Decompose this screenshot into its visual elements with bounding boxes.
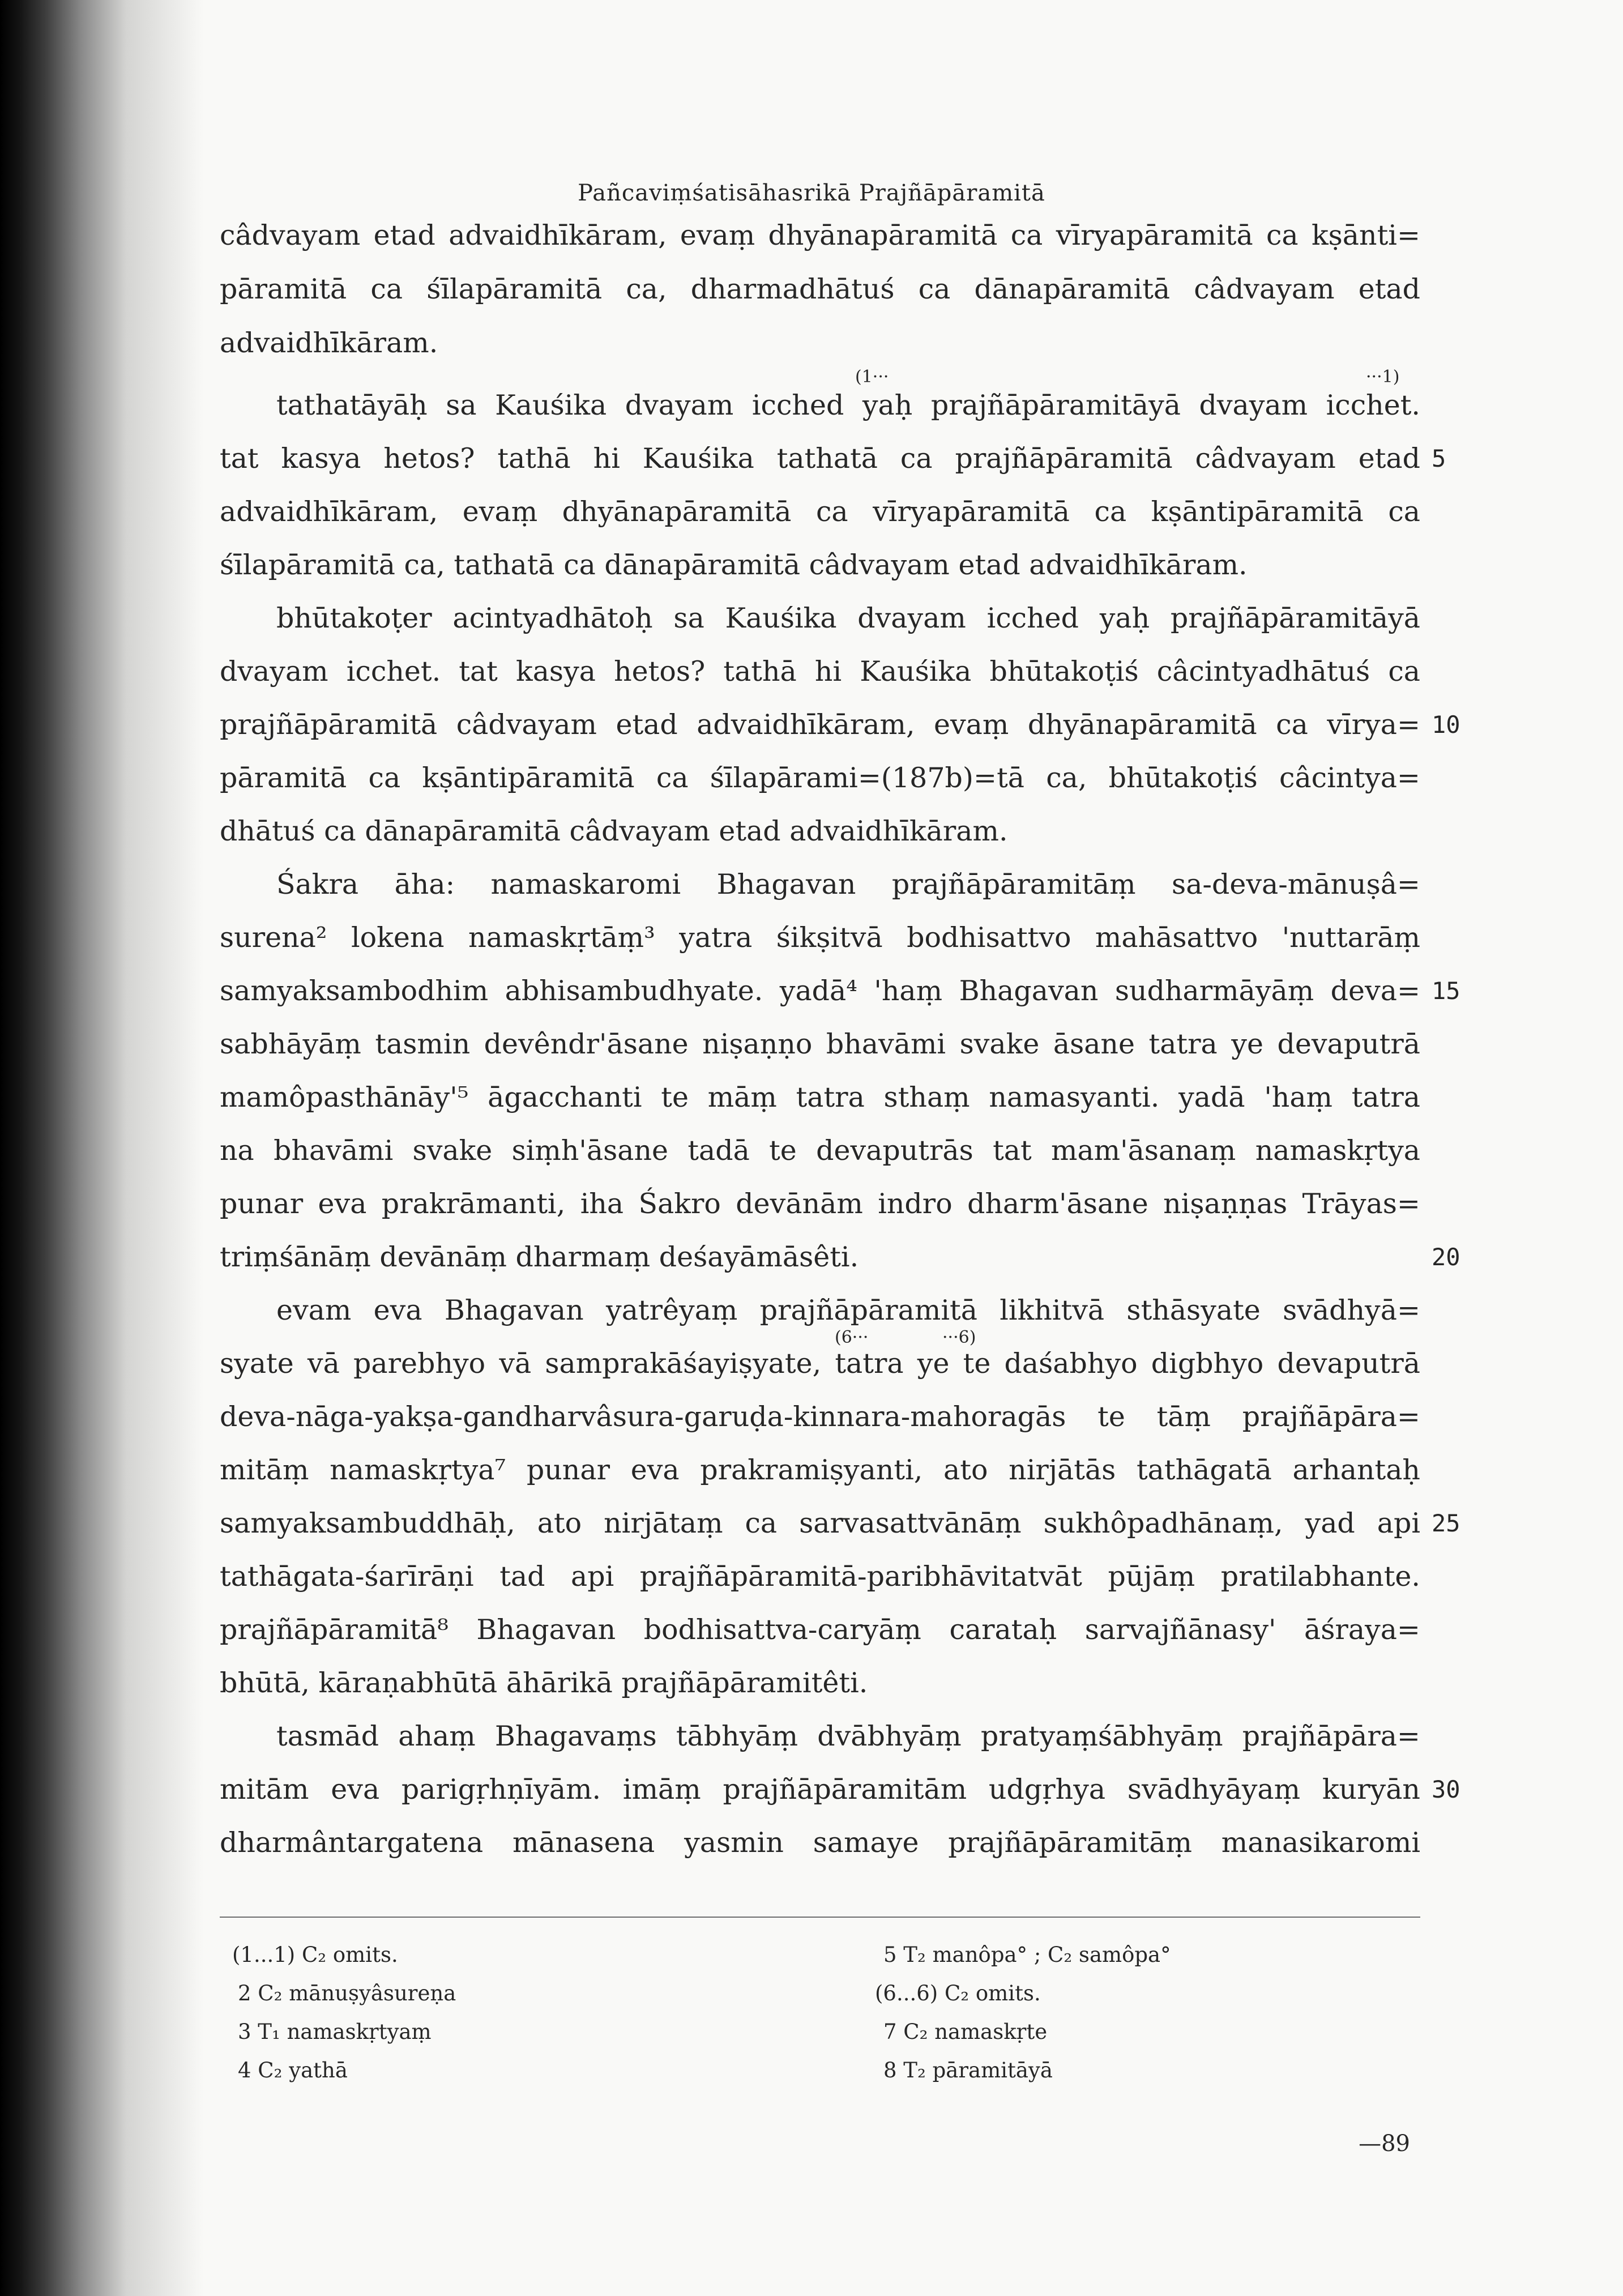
- text-line: triṃśānāṃ devānāṃ dharmaṃ deśayāmāsêti.: [220, 1241, 859, 1273]
- text-line: dhātuś ca dānapāramitā câdvayam etad advaidhīkāram.: [220, 815, 1008, 847]
- text-line: surena² lokena namaskṛtāṃ³ yatra śikṣitvā bodhisattvo mahāsattvo 'nuttarāṃ: [220, 921, 1420, 954]
- text-line: syate vā parebhyo vā samprakāśayiṣyate, tatra ye te daśabhyo digbhyo devaputrā: [220, 1347, 1420, 1380]
- text-line: tasmād ahaṃ Bhagavaṃs tābhyāṃ dvābhyāṃ pratyaṃśābhyāṃ prajñāpāra=: [276, 1720, 1420, 1752]
- line-number: 20: [1432, 1243, 1460, 1271]
- text-line: dharmântargatena mānasena yasmin samaye prajñāpāramitāṃ manasikaromi: [220, 1826, 1420, 1859]
- text-line: tat kasya hetos? tathā hi Kauśika tathatā ca prajñāpāramitā câdvayam etad: [220, 442, 1420, 475]
- text-line: Śakra āha: namaskaromi Bhagavan prajñāpāramitāṃ sa-deva-mānuṣâ=: [276, 868, 1420, 901]
- text-line: samyaksambuddhāḥ, ato nirjātaṃ ca sarvasattvānāṃ sukhôpadhānaṃ, yad api: [220, 1507, 1420, 1539]
- text-line: tathatāyāḥ sa Kauśika dvayam icched yaḥ prajñāpāramitāyā dvayam icchet.: [276, 389, 1420, 421]
- text-line: sabhāyāṃ tasmin devêndr'āsane niṣaṇṇo bhavāmi svake āsane tatra ye devaputrā: [220, 1028, 1420, 1060]
- line-number: 25: [1432, 1509, 1460, 1537]
- text-line: dvayam icchet. tat kasya hetos? tathā hi Kauśika bhūtakoṭiś câcintyadhātuś ca: [220, 655, 1420, 688]
- page-number: —89: [1359, 2131, 1410, 2157]
- text-line: prajñāpāramitā⁸ Bhagavan bodhisattva-caryāṃ carataḥ sarvajñānasy' āśraya=: [220, 1614, 1420, 1646]
- text-line: evam eva Bhagavan yatrêyaṃ prajñāpāramitā likhitvā sthāsyate svādhyā=: [276, 1294, 1420, 1326]
- text-line: tathāgata-śarīrāṇi tad api prajñāpāramitā-paribhāvitatvāt pūjāṃ pratilabhante.: [220, 1560, 1420, 1593]
- text-line: mitāṃ namaskṛtya⁷ punar eva prakramiṣyanti, ato nirjātās tathāgatā arhantaḥ: [220, 1454, 1420, 1486]
- line-number: 15: [1432, 977, 1460, 1005]
- text-line: pāramitā ca śīlapāramitā ca, dharmadhātuś ca dānapāramitā câdvayam etad: [220, 273, 1420, 305]
- text-line: na bhavāmi svake siṃh'āsane tadā te devaputrās tat mam'āsanaṃ namaskṛtya: [220, 1134, 1420, 1167]
- line-number: 30: [1432, 1776, 1460, 1803]
- line-number: 10: [1432, 711, 1460, 739]
- insertion-mark: ···6): [942, 1328, 976, 1347]
- text-line: advaidhīkāram.: [220, 327, 438, 359]
- footnote: (6...6) C₂ omits.: [875, 1981, 1041, 2005]
- text-line: bhūtakoṭer acintyadhātoḥ sa Kauśika dvayam icched yaḥ prajñāpāramitāyā: [276, 602, 1420, 634]
- insertion-mark: (1···: [855, 367, 889, 387]
- text-line: śīlapāramitā ca, tathatā ca dānapāramitā câdvayam etad advaidhīkāram.: [220, 549, 1248, 581]
- footnote-rule: [220, 1917, 1420, 1918]
- text-line: samyaksambodhim abhisambudhyate. yadā⁴ 'haṃ Bhagavan sudharmāyāṃ deva=: [220, 975, 1420, 1007]
- footnote: 8 T₂ pāramitāyā: [883, 2058, 1053, 2082]
- book-binding-shadow: [0, 0, 204, 2296]
- insertion-mark: ···1): [1366, 367, 1400, 387]
- footnote: (1...1) C₂ omits.: [232, 1943, 398, 1967]
- footnote: 5 T₂ manôpa° ; C₂ samôpa°: [883, 1943, 1171, 1967]
- text-line: mamôpasthānāy'⁵ āgacchanti te māṃ tatra sthaṃ namasyanti. yadā 'haṃ tatra: [220, 1081, 1420, 1113]
- text-line: advaidhīkāram, evaṃ dhyānapāramitā ca vīryapāramitā ca kṣāntipāramitā ca: [220, 496, 1420, 528]
- text-line: deva-nāga-yakṣa-gandharvâsura-garuḍa-kinnara-mahoragās te tāṃ prajñāpāra=: [220, 1401, 1420, 1433]
- text-line: bhūtā, kāraṇabhūtā āhārikā prajñāpāramitêti.: [220, 1667, 868, 1699]
- line-number: 5: [1432, 445, 1446, 472]
- insertion-mark: (6···: [835, 1328, 869, 1347]
- text-line: prajñāpāramitā câdvayam etad advaidhīkāram, evaṃ dhyānapāramitā ca vīrya=: [220, 709, 1420, 741]
- footnote: 4 C₂ yathā: [238, 2058, 348, 2082]
- text-line: punar eva prakrāmanti, iha Śakro devānām indro dharm'āsane niṣaṇṇas Trāyas=: [220, 1188, 1420, 1220]
- running-head: Pañcaviṃśatisāhasrikā Prajñāpāramitā: [578, 180, 1045, 206]
- text-line: mitām eva parigṛhṇīyām. imāṃ prajñāpāramitām udgṛhya svādhyāyaṃ kuryān: [220, 1773, 1420, 1806]
- footnote: 2 C₂ mānuṣyâsureṇa: [238, 1981, 456, 2005]
- text-line: câdvayam etad advaidhīkāram, evaṃ dhyānapāramitā ca vīryapāramitā ca kṣānti=: [220, 219, 1420, 251]
- footnote: 7 C₂ namaskṛte: [883, 2020, 1048, 2044]
- footnote: 3 T₁ namaskṛtyaṃ: [238, 2020, 432, 2044]
- text-line: pāramitā ca kṣāntipāramitā ca śīlapārami=(187b)=tā ca, bhūtakoṭiś câcintya=: [220, 762, 1420, 794]
